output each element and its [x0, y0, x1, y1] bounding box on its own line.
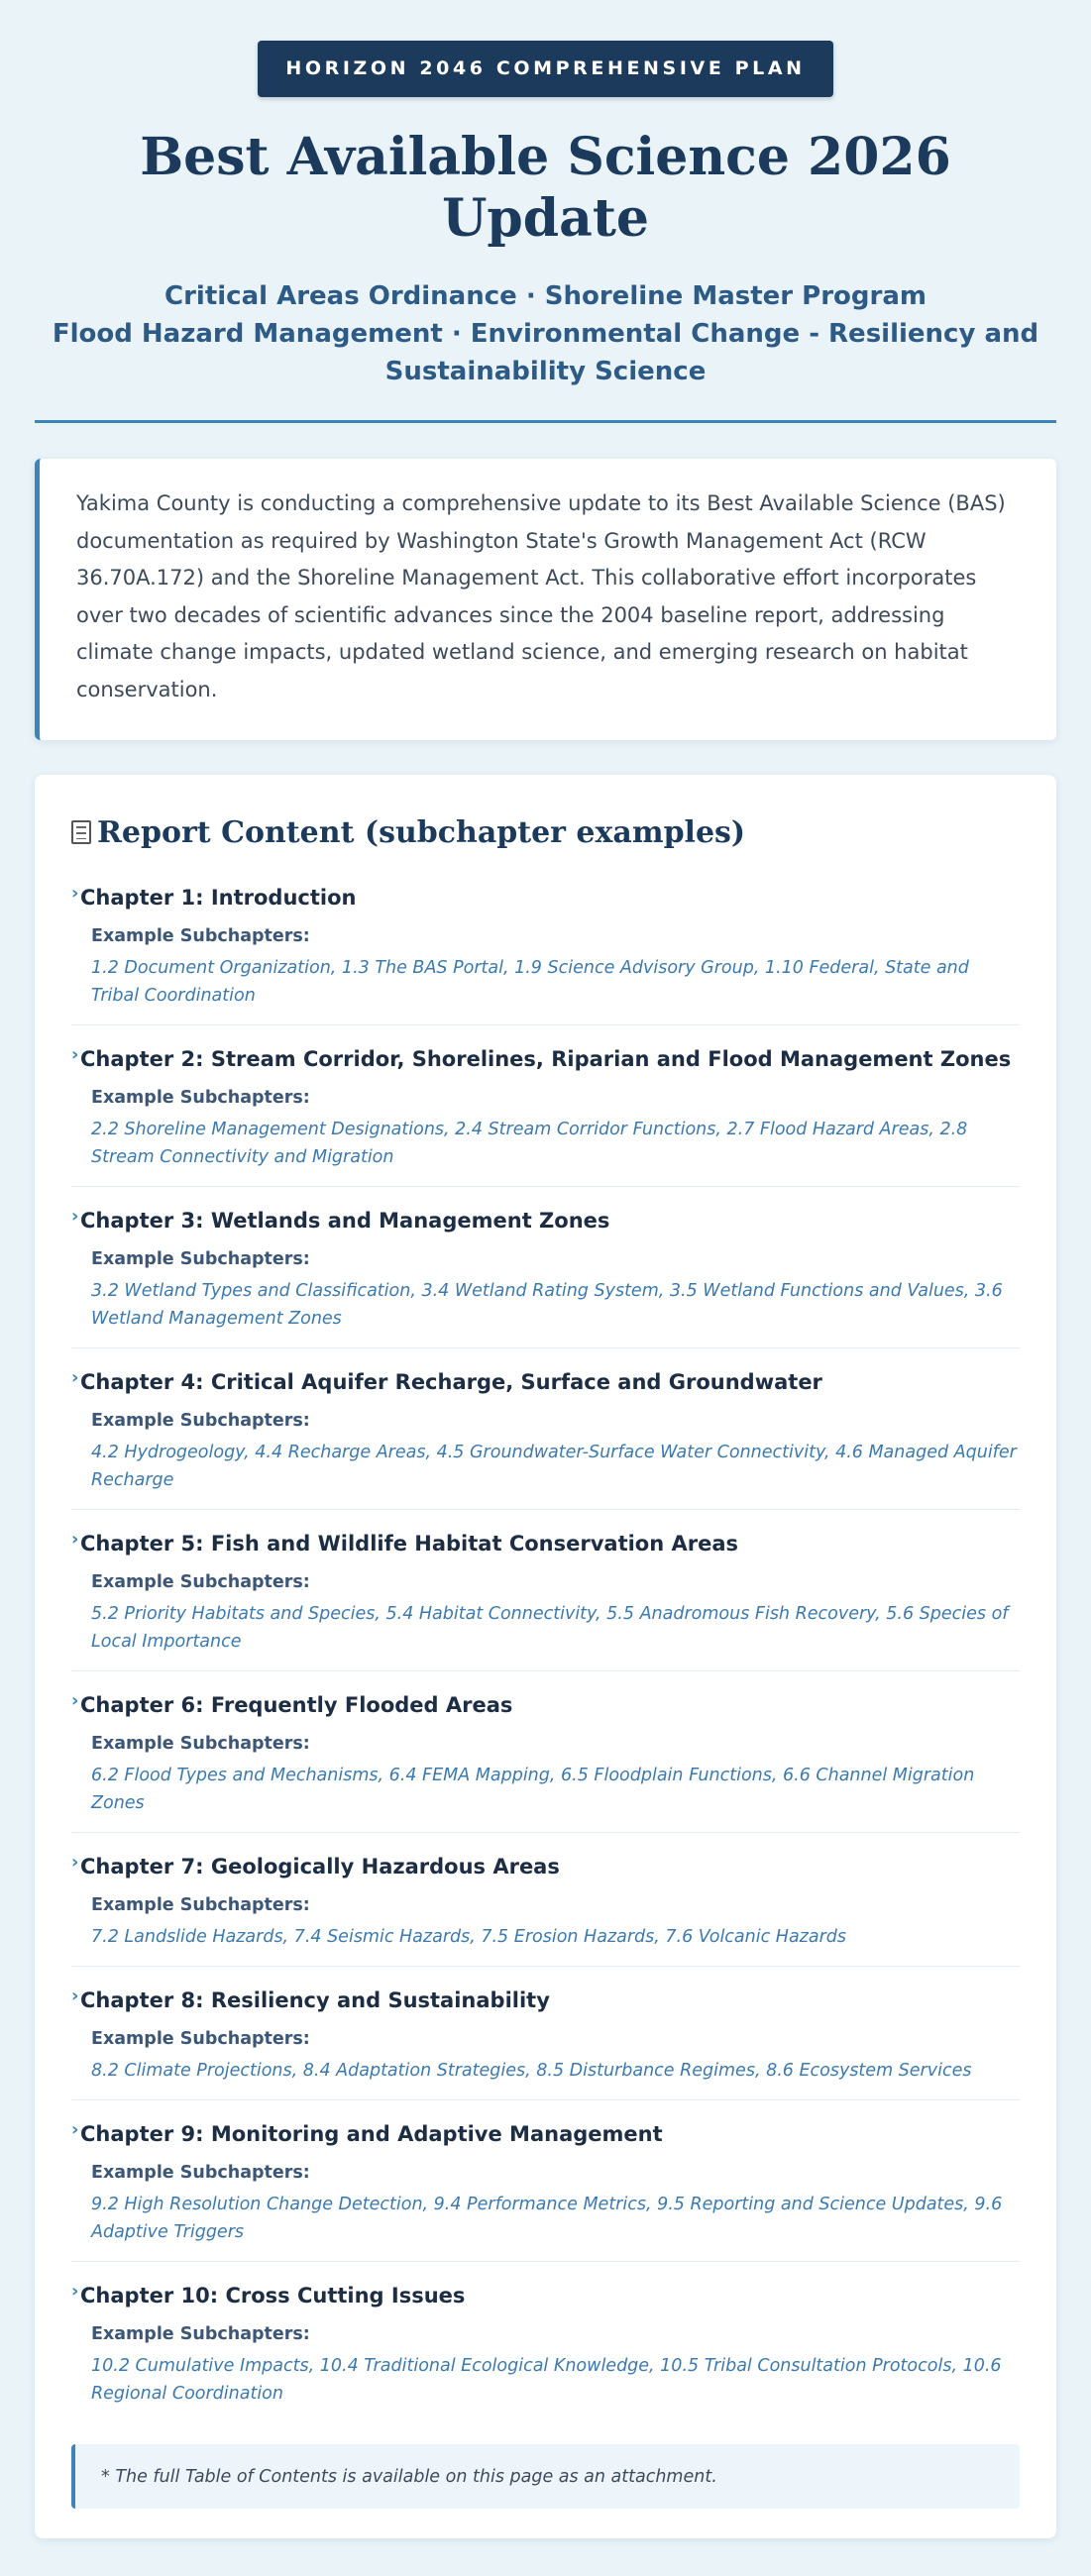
subchapter-list: 7.2 Landslide Hazards, 7.4 Seismic Hazards, 7.5 Erosion Hazards, 7.6 Volcanic Hazards — [91, 1927, 847, 1947]
subchapter-list: 1.2 Document Organization, 1.3 The BAS Portal, 1.9 Science Advisory Group, 1.10 Federal, State and Tribal Coordination — [91, 958, 969, 1006]
chapter-item — [71, 2118, 1020, 2262]
subtitle-line-1: Critical Areas Ordinance · Shoreline Master Program — [164, 281, 927, 311]
subchapter-block — [71, 1730, 1020, 1817]
chapter-title-row — [71, 1528, 1020, 1559]
chapter-item — [71, 1528, 1020, 1671]
chapter-item — [71, 1366, 1020, 1510]
chapter-item — [71, 2280, 1020, 2422]
subchapter-label: Example Subchapters: — [91, 1088, 310, 1108]
chapter-title-row — [71, 1366, 1020, 1398]
subchapter-label: Example Subchapters: — [91, 926, 310, 946]
chevron-right-icon: › — [71, 1044, 79, 1065]
subchapter-label: Example Subchapters: — [91, 1895, 310, 1915]
subchapter-block — [71, 922, 1020, 1010]
chapter-title: Chapter 3: Wetlands and Management Zones — [80, 1209, 610, 1233]
subchapter-label: Example Subchapters: — [91, 1572, 310, 1592]
subchapter-list: 9.2 High Resolution Change Detection, 9.4 Performance Metrics, 9.5 Reporting and Science Updates, 9.6 Adaptive Triggers — [91, 2195, 1003, 2242]
chapter-item — [71, 1985, 1020, 2100]
subchapter-list: 6.2 Flood Types and Mechanisms, 6.4 FEMA Mapping, 6.5 Floodplain Functions, 6.6 Channel Migration Zones — [91, 1766, 975, 1813]
chevron-right-icon: › — [71, 883, 79, 904]
subchapter-list: 3.2 Wetland Types and Classification, 3.4 Wetland Rating System, 3.5 Wetland Functions and Values, 3.6 Wetland Management Zones — [91, 1281, 1003, 1329]
chapter-title-row — [71, 1689, 1020, 1721]
subchapter-list: 10.2 Cumulative Impacts, 10.4 Traditional Ecological Knowledge, 10.5 Tribal Consultation Protocols, 10.6 Regional Coordination — [91, 2356, 1002, 2404]
chapter-item — [71, 1689, 1020, 1833]
chapter-title-row — [71, 1043, 1020, 1075]
page-subtitle — [35, 277, 1056, 390]
chapter-list — [71, 882, 1020, 2422]
subchapter-label: Example Subchapters: — [91, 2163, 310, 2183]
intro-card — [35, 459, 1056, 740]
page-title: Best Available Science 2026 Update — [140, 127, 951, 249]
subchapter-block — [71, 1568, 1020, 1656]
subchapter-label: Example Subchapters: — [91, 2324, 310, 2344]
chevron-right-icon: › — [71, 2281, 79, 2302]
subchapter-label: Example Subchapters: — [91, 1734, 310, 1754]
subchapter-block — [71, 2320, 1020, 2408]
subchapter-list: 8.2 Climate Projections, 8.4 Adaptation Strategies, 8.5 Disturbance Regimes, 8.6 Ecosystem Services — [91, 2061, 972, 2081]
chevron-right-icon: › — [71, 1690, 79, 1711]
chapter-item — [71, 1043, 1020, 1187]
subchapter-label: Example Subchapters: — [91, 1411, 310, 1431]
chapter-title: Chapter 4: Critical Aquifer Recharge, Surface and Groundwater — [80, 1370, 822, 1394]
chapter-title: Chapter 7: Geologically Hazardous Areas — [80, 1855, 560, 1878]
chapter-title: Chapter 2: Stream Corridor, Shorelines, Riparian and Flood Management Zones — [80, 1047, 1012, 1071]
subchapter-block — [71, 2159, 1020, 2246]
report-content-card — [35, 775, 1056, 2538]
subchapter-block — [71, 1084, 1020, 1171]
chevron-right-icon: › — [71, 1986, 79, 2006]
subchapter-list: 4.2 Hydrogeology, 4.4 Recharge Areas, 4.5 Groundwater-Surface Water Connectivity, 4.6 Managed Aquifer Recharge — [91, 1443, 1017, 1490]
subchapter-block — [71, 1245, 1020, 1333]
subchapter-label: Example Subchapters: — [91, 1249, 310, 1269]
intro-text: Yakima County is conducting a comprehensive update to its Best Available Science (BAS) documentation as required by Washington State's Growth Management Act (RCW 36.70A.172) and the Shoreline Management Act. This collaborative effort incorporates over two decades of scientific advances since the 2004 baseline report, addressing climate change impacts, updated wetland science, and emerging research on habitat conservation. — [76, 491, 1006, 701]
chevron-right-icon: › — [71, 1206, 79, 1227]
chapter-title-row — [71, 1851, 1020, 1882]
plan-badge: HORIZON 2046 COMPREHENSIVE PLAN — [258, 41, 832, 97]
chevron-right-icon: › — [71, 1367, 79, 1388]
chevron-right-icon: › — [71, 2119, 79, 2140]
subchapter-list: 5.2 Priority Habitats and Species, 5.4 Habitat Connectivity, 5.5 Anadromous Fish Recovery, 5.6 Species of Local Importance — [91, 1604, 1009, 1652]
page-header — [35, 0, 1056, 423]
subtitle-line-2: Flood Hazard Management · Environmental Change - Resiliency and Sustainability Science — [52, 319, 1039, 386]
document-icon — [71, 820, 91, 844]
subchapter-block — [71, 1891, 1020, 1951]
chapter-title-row — [71, 2118, 1020, 2150]
chevron-right-icon: › — [71, 1852, 79, 1873]
subchapter-label: Example Subchapters: — [91, 2029, 310, 2049]
report-content-heading-text: Report Content (subchapter examples) — [97, 814, 746, 850]
subchapter-block — [71, 1407, 1020, 1494]
chapter-title: Chapter 6: Frequently Flooded Areas — [80, 1693, 513, 1717]
subchapter-list: 2.2 Shoreline Management Designations, 2.4 Stream Corridor Functions, 2.7 Flood Hazard Areas, 2.8 Stream Connectivity and Migration — [91, 1120, 968, 1167]
header-divider — [35, 420, 1056, 423]
toc-note: * The full Table of Contents is available on this page as an attachment. — [71, 2444, 1020, 2509]
subchapter-block — [71, 2025, 1020, 2085]
chapter-title: Chapter 1: Introduction — [80, 886, 357, 910]
chapter-title: Chapter 5: Fish and Wildlife Habitat Conservation Areas — [80, 1532, 739, 1556]
report-content-heading — [71, 812, 1020, 852]
chapter-item — [71, 1851, 1020, 1967]
chapter-title-row — [71, 1985, 1020, 2016]
chapter-item — [71, 1205, 1020, 1348]
chevron-right-icon: › — [71, 1529, 79, 1550]
chapter-title-row — [71, 882, 1020, 913]
chapter-title-row — [71, 1205, 1020, 1236]
chapter-title: Chapter 10: Cross Cutting Issues — [80, 2284, 466, 2308]
chapter-title: Chapter 8: Resiliency and Sustainability — [80, 1988, 550, 2012]
chapter-title: Chapter 9: Monitoring and Adaptive Management — [80, 2122, 663, 2146]
chapter-item — [71, 882, 1020, 1025]
chapter-title-row — [71, 2280, 1020, 2311]
